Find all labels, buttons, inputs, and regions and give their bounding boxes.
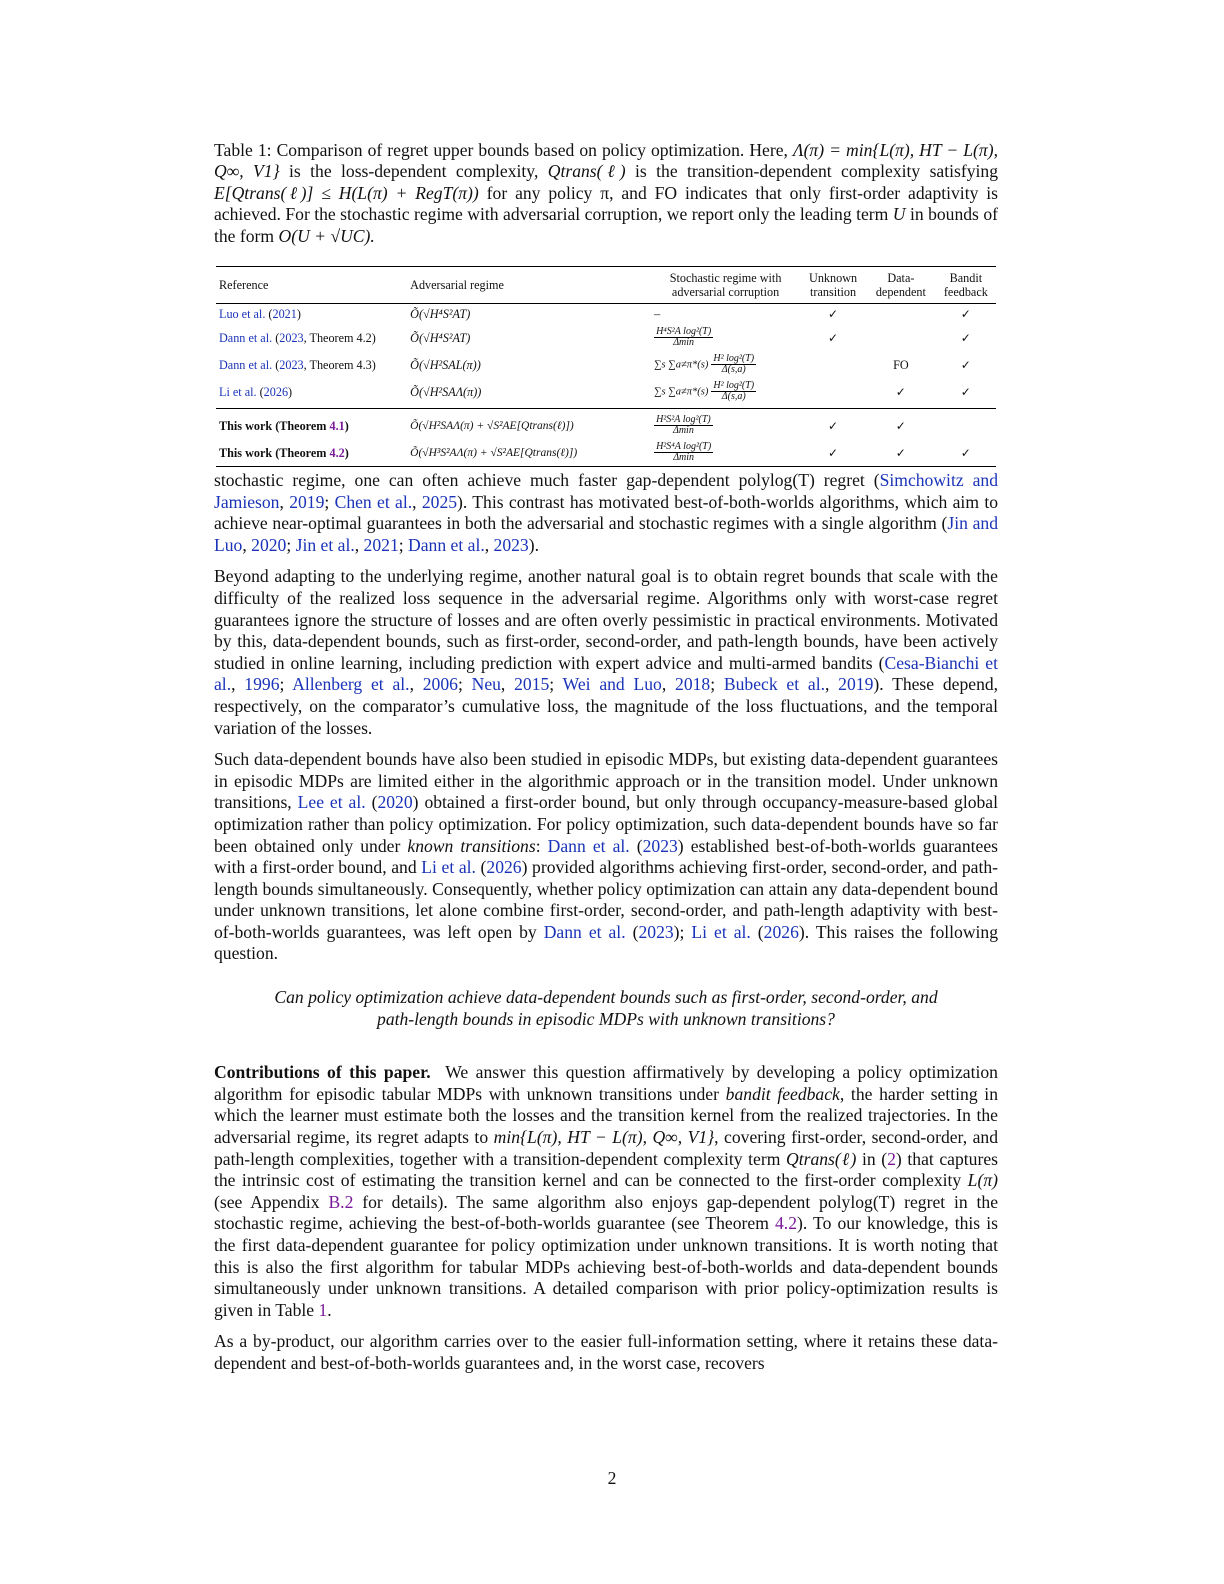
unknown-transition-mark bbox=[800, 351, 866, 378]
citation-year-link[interactable]: 2023 bbox=[279, 357, 304, 372]
citation-year-link[interactable]: 2023 bbox=[642, 835, 678, 856]
table-header-row bbox=[216, 267, 996, 304]
citation-link[interactable]: Dann et al. bbox=[547, 835, 630, 856]
citation-link[interactable]: Neu bbox=[471, 674, 501, 695]
comparison-table bbox=[216, 266, 996, 467]
text: . bbox=[327, 1299, 332, 1320]
adversarial-bound: Õ(√H²SAΛ(π) + √S²AE[Qtrans(ℓ)]) bbox=[410, 419, 574, 432]
theorem-ref: , Theorem 4.3) bbox=[303, 357, 376, 372]
caption-text-5: in bounds of the form bbox=[214, 204, 998, 246]
citation-year-link[interactable]: 2023 bbox=[638, 921, 674, 942]
stochastic-bound bbox=[651, 378, 800, 409]
citation-year-link[interactable]: 2018 bbox=[675, 674, 711, 695]
text: ) that captures the intrinsic cost of estimating the transition kernel and can be connected to the first-order complexity bbox=[214, 1148, 998, 1191]
unknown-transition-mark: ✓ bbox=[827, 307, 839, 321]
contributions-heading: Contributions of this paper. bbox=[214, 1062, 431, 1083]
emphasis: bandit feedback bbox=[725, 1083, 840, 1104]
citation-link[interactable]: Luo et al. bbox=[219, 307, 266, 321]
bandit-feedback-mark: ✓ bbox=[960, 330, 971, 345]
theorem-link[interactable]: 4.2 bbox=[775, 1213, 797, 1234]
citation-year-link[interactable]: 2019 bbox=[838, 674, 874, 695]
text: Beyond adapting to the underlying regime, another natural goal is to obtain regret bounds that scale with the difficulty of the realized loss sequence in the adversarial regime. Algorithms only with worst-case regret guarantees ignore the structure of losses and are often overly pessimistic in practical environments. Motivated by this, data-dependent bounds, such as first-order, second-order, and path-length bounds, have been actively studied in online learning, including prediction with expert advice and multi-armed bandits ( bbox=[214, 566, 998, 673]
table-row bbox=[216, 324, 996, 351]
text: (see Appendix bbox=[214, 1191, 320, 1212]
paragraph-3: Such data-dependent bounds have also been studied in episodic MDPs, but existing data-dependent guarantees in episodic MDPs are limited either in the algorithmic approach or in the transition model. Under unknown transitions, Lee et al. (2020) obtained a first-order bound, but only through occupancy-measure-based global optimization rather than policy optimization. For policy optimization, such data-dependent bounds have so far been obtained only under known transitions: Dann et al. (2023) established best-of-both-worlds guarantees with a first-order bound, and Li et al. (2026) provided algorithms achieving first-order, second-order, and path-length bounds simultaneously. Consequently, whether policy optimization can attain any data-dependent bound under unknown transitions, let alone combine first-order, second-order, and path-length adaptivity with best-of-both-worlds guarantees, was left open by Dann et al. (2023); Li et al. (2026). This raises the following question. bbox=[214, 749, 999, 964]
body-text bbox=[214, 470, 998, 1385]
row-reference: Li et al. (2026) bbox=[219, 384, 293, 399]
theorem-link[interactable]: 4.2 bbox=[329, 445, 345, 460]
caption-text-2: is the loss-dependent complexity, bbox=[289, 161, 539, 182]
adversarial-bound: Õ(√H²SAΛ(π)) bbox=[410, 384, 482, 399]
text: stochastic regime, one can often achieve much faster gap-dependent polylog(T) regret ( bbox=[214, 470, 880, 490]
citation-link[interactable]: Dann et al. bbox=[219, 330, 273, 345]
table-link[interactable]: 1 bbox=[318, 1299, 328, 1320]
text: ). These depend, respectively, on the comparator’s cumulative loss, the magnitude of the loss fluctuations, and the temporal variation of the losses. bbox=[214, 674, 999, 738]
math-l-pi: L(π) bbox=[967, 1170, 998, 1191]
adversarial-bound: Õ(√H⁴S²AT) bbox=[410, 330, 471, 345]
caption-text-1: Comparison of regret upper bounds based on policy optimization. Here, bbox=[276, 140, 788, 160]
citation-link[interactable]: Allenberg et al. bbox=[292, 674, 410, 695]
text: We answer this question affirmatively by developing a policy optimization algorithm for episodic tabular MDPs with unknown transitions under bbox=[214, 1062, 998, 1104]
adversarial-bound: Õ(√H³S²AΛ(π) + √S²AE[Qtrans(ℓ)]) bbox=[410, 446, 578, 459]
data-dependent-mark: ✓ bbox=[895, 418, 906, 433]
this-work-label: This work (Theorem bbox=[219, 418, 330, 433]
q-trans-inequality: E[Qtrans(ℓ)] ≤ H(L(π) + RegT(π)) bbox=[214, 182, 479, 203]
citation-link[interactable]: Simchowitz and Jamieson bbox=[214, 470, 998, 512]
unknown-transition-mark: ✓ bbox=[827, 330, 839, 345]
stochastic-bound: – bbox=[654, 307, 661, 321]
citation-year-link[interactable]: 2015 bbox=[514, 674, 550, 695]
paragraph-contributions bbox=[214, 1062, 998, 1321]
data-dependent-mark: ✓ bbox=[895, 384, 906, 399]
page-number: 2 bbox=[607, 1468, 617, 1488]
bandit-feedback-mark: ✓ bbox=[960, 307, 971, 321]
citation-link[interactable]: Dann et al. bbox=[219, 357, 273, 372]
stochastic-bound bbox=[651, 409, 800, 440]
math-q-trans: Qtrans(ℓ) bbox=[786, 1148, 857, 1169]
citation-year-link[interactable]: 2021 bbox=[272, 307, 297, 321]
header-stochastic: Stochastic regime with adversarial corruption bbox=[669, 271, 782, 299]
citation-link[interactable]: Bubeck et al. bbox=[723, 674, 825, 695]
text: Such data-dependent bounds have also been studied in episodic MDPs, but existing data-dependent guarantees in episodic MDPs are limited either in the algorithmic approach or in the transition model. Under unknown transitions, bbox=[214, 749, 998, 813]
adversarial-bound: Õ(√H²SAL(π)) bbox=[410, 357, 481, 372]
research-question bbox=[214, 987, 998, 1030]
theorem-link[interactable]: 4.1 bbox=[329, 418, 345, 433]
header-adversarial: Adversarial regime bbox=[410, 278, 504, 292]
bandit-feedback-mark: ✓ bbox=[960, 384, 971, 399]
paragraph-1: stochastic regime, one can often achieve much faster gap-dependent polylog(T) regret (Simchowitz and Jamieson, 2019; Chen et al., 2025). This contrast has motivated best-of-both-worlds algorithms, which aim to achieve near-optimal guarantees in both the adversarial and stochastic regimes with a single algorithm (Jin and Luo, 2020; Jin et al., 2021; Dann et al., 2023). bbox=[214, 470, 999, 555]
theorem-ref: , Theorem 4.2) bbox=[303, 330, 376, 345]
table-row bbox=[216, 378, 996, 409]
paragraph-5 bbox=[214, 1331, 998, 1374]
text: provided algorithms achieving first-order, second-order, and path-length bounds simultaneously. Consequently, whether policy optimization can attain any data-dependent bound under unknown transitions, let alone combine first-order, second-order, and path-length adaptivity with best-of-both-worlds guarantees, was left open by bbox=[214, 857, 998, 942]
summation: ∑s ∑a≠π*(s) bbox=[654, 359, 709, 371]
citation-link[interactable]: Lee et al. bbox=[297, 792, 366, 813]
question-line-2: path-length bounds in episodic MDPs with unknown transitions? bbox=[377, 1008, 835, 1029]
citation-year-link[interactable]: 2020 bbox=[377, 792, 413, 813]
appendix-link[interactable]: B.2 bbox=[328, 1191, 354, 1212]
citation-link[interactable]: Cesa-Bianchi et al. bbox=[214, 652, 998, 695]
citation-year-link[interactable]: 2023 bbox=[279, 330, 304, 345]
stochastic-bound bbox=[651, 351, 800, 378]
citation-link[interactable]: Jin et al. bbox=[295, 534, 355, 555]
data-dependent-mark bbox=[866, 304, 936, 325]
citation-year-link[interactable]: 2026 bbox=[263, 384, 289, 399]
citation-link[interactable]: Dann et al. bbox=[408, 534, 485, 555]
bandit-feedback-mark bbox=[936, 409, 996, 440]
stochastic-bound bbox=[651, 439, 800, 467]
citation-year-link[interactable]: 2026 bbox=[763, 921, 799, 942]
text: ). bbox=[528, 534, 539, 555]
text: , the harder setting in which the learner must estimate both the losses and the transition kernel from the realized trajectories. In the adversarial regime, its regret adapts to bbox=[214, 1083, 998, 1148]
bound-form: O(U + √UC). bbox=[278, 225, 375, 246]
fraction-numerator: H² log²(T) bbox=[713, 353, 755, 364]
math-min-expression: min{L(π), HT − L(π), Q∞, V1} bbox=[493, 1127, 715, 1148]
question-line-1: Can policy optimization achieve data-dependent bounds such as first-order, second-order, and bbox=[274, 987, 938, 1008]
citation-link[interactable]: Li et al. bbox=[219, 384, 257, 399]
text: This raises the following question. bbox=[214, 921, 999, 964]
row-reference: Dann et al. (2023, Theorem 4.2) bbox=[219, 330, 376, 345]
header-data-dependent: Data-dependent bbox=[875, 271, 926, 299]
citation-link[interactable]: Li et al. bbox=[421, 857, 476, 878]
citation-year-link[interactable]: 2019 bbox=[289, 491, 325, 512]
fraction-denominator: Δmin bbox=[672, 425, 694, 436]
table-row bbox=[216, 304, 996, 325]
fraction-numerator: H²S⁴A log²(T) bbox=[656, 441, 712, 452]
row-reference: This work (Theorem 4.1) bbox=[219, 418, 349, 433]
citation-link[interactable]: Chen et al. bbox=[334, 491, 413, 512]
bandit-feedback-mark: ✓ bbox=[960, 357, 971, 372]
citation-year-link[interactable]: 2025 bbox=[421, 491, 458, 512]
caption-text-3: is the transition-dependent complexity satisfying bbox=[635, 161, 999, 182]
header-unknown-transition: Unknown transition bbox=[809, 271, 858, 299]
header-reference: Reference bbox=[219, 278, 269, 292]
citation-year-link[interactable]: 2006 bbox=[422, 674, 458, 695]
fraction-numerator: H² log²(T) bbox=[713, 380, 755, 391]
citation-year-link[interactable]: 2020 bbox=[251, 534, 287, 555]
data-dependent-mark: ✓ bbox=[895, 445, 906, 460]
citation-link[interactable]: Wei and Luo bbox=[562, 674, 662, 695]
citation-link[interactable]: Dann et al. bbox=[543, 921, 626, 942]
citation-year-link[interactable]: 2026 bbox=[486, 857, 522, 878]
fraction-denominator: Δ(s,a) bbox=[721, 391, 746, 402]
text: ). This contrast has motivated best-of-both-worlds algorithms, which aim to achieve near-optimal guarantees in both the adversarial and stochastic regimes with a single algorithm ( bbox=[214, 491, 999, 534]
row-reference: Luo et al. (2021) bbox=[219, 307, 301, 321]
citation-year-link[interactable]: 2023 bbox=[493, 534, 529, 555]
fraction-numerator: H⁴S²A log²(T) bbox=[656, 326, 712, 337]
text: obtained a first-order bound, but only through occupancy-measure-based global optimization rather than policy optimization. For policy optimization, such data-dependent bounds have so far been obtained only under bbox=[214, 792, 999, 856]
citation-link[interactable]: Li et al. bbox=[691, 921, 751, 942]
caption-text-4: for any policy π, and FO indicates that only first-order adaptivity is achieved. For the stochastic regime with adversarial corruption, we report only the leading term bbox=[214, 182, 998, 225]
text: ). To our knowledge, this is the first data-dependent guarantee for policy optimization under unknown transitions. It is worth noting that this is also the first algorithm for tabular MDPs achieving best-of-both-worlds and data-dependent bounds simultaneously under unknown transitions. A detailed comparison with prior policy-optimization results is given in Table bbox=[214, 1213, 998, 1320]
text: for details). The same algorithm also enjoys gap-dependent polylog(T) regret in the stochastic regime, achieving the best-of-both-worlds guarantee (see Theorem bbox=[214, 1191, 999, 1234]
unknown-transition-mark: ✓ bbox=[827, 418, 839, 433]
equation-link[interactable]: 2 bbox=[887, 1148, 896, 1169]
fraction-numerator: H²S²A log²(T) bbox=[656, 414, 711, 425]
citation-link[interactable]: Jin and Luo bbox=[214, 513, 998, 555]
table-row-this-work bbox=[216, 409, 996, 440]
paragraph-2: Beyond adapting to the underlying regime, another natural goal is to obtain regret bounds that scale with the difficulty of the realized loss sequence in the adversarial regime. Algorithms only with worst-case regret guarantees ignore the structure of losses and are often overly pessimistic in practical environments. Motivated by this, data-dependent bounds, such as first-order, second-order, and path-length bounds, have been actively studied in online learning, including prediction with expert advice and multi-armed bandits (Cesa-Bianchi et al., 1996; Allenberg et al., 2006; Neu, 2015; Wei and Luo, 2018; Bubeck et al., 2019). These depend, respectively, on the comparator’s cumulative loss, the magnitude of the loss fluctuations, and the temporal variation of the losses. bbox=[214, 566, 999, 738]
fraction-denominator: Δmin bbox=[673, 452, 695, 463]
text: As a by-product, our algorithm carries over to the easier full-information setting, where it retains these data-dependent and best-of-both-worlds guarantees and, in the worst case, recovers bbox=[214, 1331, 998, 1373]
lambda-definition: Λ(π) = min{L(π), HT − L(π), Q∞, V1} bbox=[214, 140, 998, 182]
q-trans-symbol: Qtrans(ℓ) bbox=[547, 161, 626, 182]
text: in ( bbox=[861, 1148, 888, 1169]
citation-year-link[interactable]: 2021 bbox=[363, 534, 399, 555]
header-bandit-feedback: Bandit feedback bbox=[943, 271, 988, 299]
u-symbol: U bbox=[892, 204, 906, 225]
data-dependent-mark: FO bbox=[893, 357, 909, 372]
unknown-transition-mark: ✓ bbox=[827, 445, 839, 460]
row-reference: Dann et al. (2023, Theorem 4.3) bbox=[219, 357, 376, 372]
adversarial-bound: Õ(√H⁴S²AT) bbox=[410, 307, 471, 321]
stochastic-bound bbox=[651, 324, 800, 351]
table-row bbox=[216, 351, 996, 378]
text: , covering first-order, second-order, and path-length complexities, together with a transition-dependent complexity term bbox=[214, 1127, 998, 1169]
text: established best-of-both-worlds guarantees with a first-order bound, and bbox=[214, 835, 999, 878]
emphasis: known transitions bbox=[407, 835, 536, 856]
summation: ∑s ∑a≠π*(s) bbox=[654, 386, 709, 398]
this-work-label: This work (Theorem bbox=[219, 445, 330, 460]
fraction-denominator: Δmin bbox=[673, 337, 695, 348]
citation-year-link[interactable]: 1996 bbox=[244, 674, 280, 695]
bandit-feedback-mark: ✓ bbox=[960, 445, 971, 460]
fraction-denominator: Δ(s,a) bbox=[721, 364, 746, 375]
table-row-this-work bbox=[216, 439, 996, 467]
caption-label: Table 1: bbox=[214, 140, 272, 160]
table-caption bbox=[214, 140, 998, 247]
row-reference: This work (Theorem 4.2) bbox=[219, 445, 349, 460]
data-dependent-mark bbox=[866, 324, 936, 351]
unknown-transition-mark bbox=[800, 378, 866, 409]
